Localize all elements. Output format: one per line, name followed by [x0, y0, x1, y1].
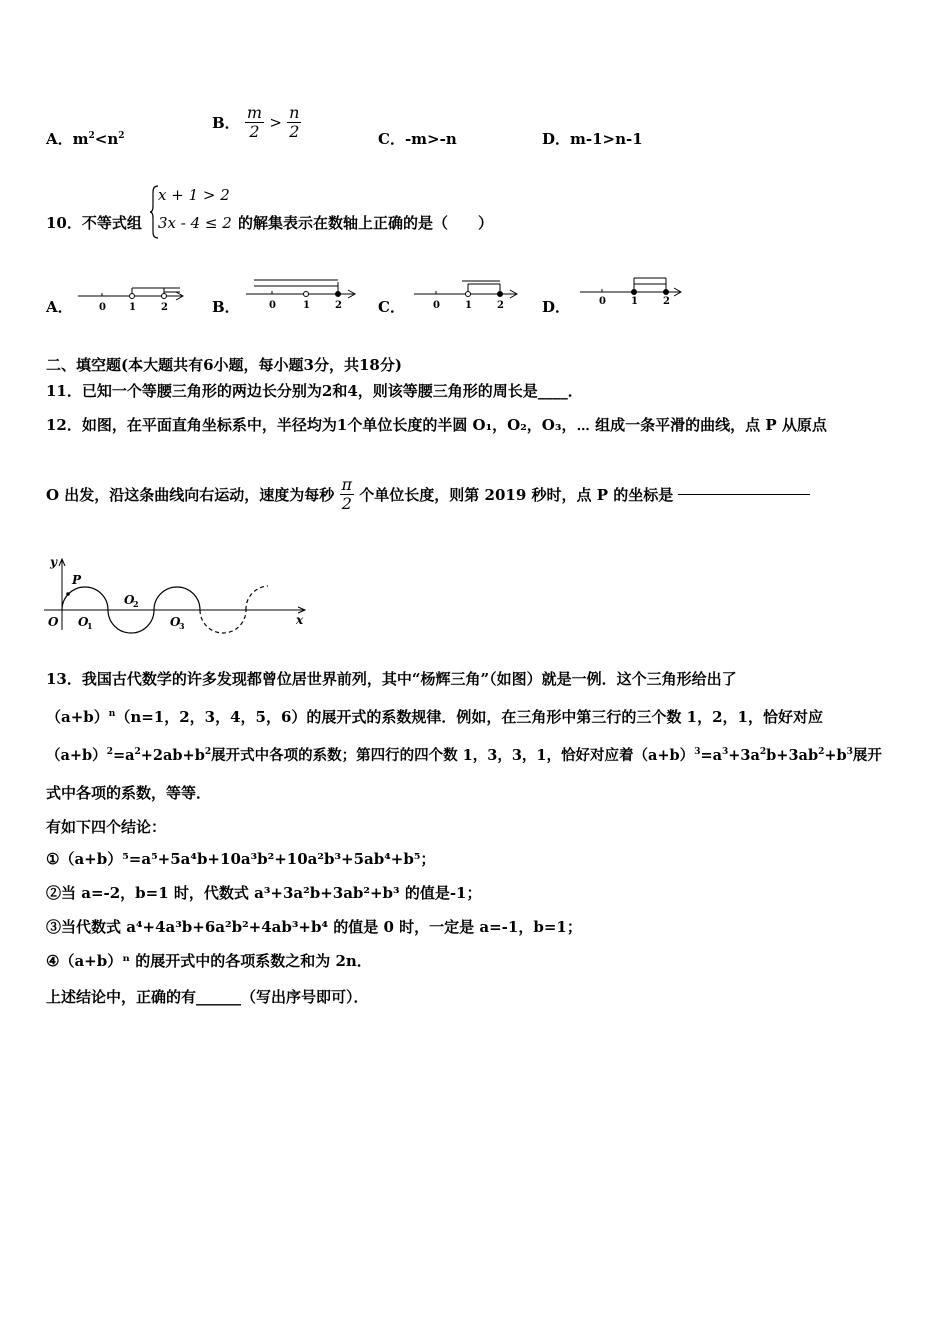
q12-semicircle-figure — [40, 554, 312, 634]
q10-suffix: 的解集表示在数轴上正确的是（ ） — [238, 214, 494, 232]
q10-inequality-2: 3x - 4 ≤ 2 — [158, 214, 232, 232]
tick-label-2: 2 — [161, 302, 168, 312]
q13-l3-sup1: 2 — [106, 747, 113, 758]
q12-line-1: 12．如图，在平面直角坐标系中，半径均为1个单位长度的半圆 O₁，O₂，O₃，⋯ 组成一条平滑的曲线，点 P 从原点 — [46, 416, 827, 434]
q9-a-exp1: 2 — [88, 131, 95, 141]
q13-l2-a: （a+b） — [46, 708, 109, 726]
q9-a-text: A．m — [46, 130, 89, 148]
tick-label-0: 0 — [599, 296, 606, 306]
q13-l2-b: （n=1，2，3，4，5，6）的展开式的系数规律．例如，在三角形中第三行的三个数 1，2，1，恰好对应 — [115, 708, 823, 726]
q10-option-d-label: D． — [542, 298, 571, 316]
q12-frac-den: 2 — [341, 494, 352, 513]
q10-option-b-numberline — [244, 276, 362, 310]
tick-label-0: 0 — [433, 300, 440, 310]
section-title: 二、填空题(本大题共有6小题，每小题3分，共18分) — [46, 356, 402, 374]
tick-label-2: 2 — [663, 296, 670, 306]
q13-l3-sup8: 3 — [846, 747, 853, 758]
q10-option-b-label: B． — [212, 298, 240, 316]
q9-option-d: D．m-1>n-1 — [542, 130, 643, 148]
q13-conclusion-1: ①（a+b）⁵=a⁵+5a⁴b+10a³b²+10a²b³+5ab⁴+b⁵； — [46, 850, 436, 868]
q13-l3-a: （a+b） — [46, 747, 107, 764]
point-p-label: P — [72, 573, 82, 587]
q10-prefix: 10．不等式组 — [46, 214, 142, 232]
x-axis-label: x — [296, 613, 304, 627]
q13-line-5: 有如下四个结论： — [46, 818, 167, 836]
q12-speed-fraction — [340, 476, 355, 513]
tick-label-0: 0 — [99, 302, 106, 312]
q13-final-line: 上述结论中，正确的有______（写出序号即可）． — [46, 988, 369, 1006]
tick-label-1: 1 — [303, 300, 310, 310]
q13-conclusion-3: ③当代数式 a⁴+4a³b+6a²b²+4ab³+b⁴ 的值是 0 时，一定是 a=-1，b=1； — [46, 918, 582, 936]
q10-inequality-1: x + 1 > 2 — [158, 186, 230, 204]
q13-l3-sup6: 2 — [759, 747, 767, 758]
tick-label-0: 0 — [269, 300, 276, 310]
q9-option-b — [212, 104, 301, 141]
center-o1-label: O — [78, 615, 89, 629]
q9-b-rel: > — [269, 113, 282, 132]
q9-a-mid: <n — [94, 130, 119, 148]
q9-option-a — [46, 128, 125, 149]
tick-label-1: 1 — [465, 300, 472, 310]
q13-line-3 — [46, 744, 882, 765]
tick-label-2: 2 — [335, 300, 342, 310]
q9-a-exp2: 2 — [118, 131, 125, 141]
q13-line-1: 13．我国古代数学的许多发现都曾位居世界前列，其中“杨辉三角”（如图）就是一例．这个三角形给出了 — [46, 670, 737, 688]
tick-label-2: 2 — [497, 300, 504, 310]
center-o1-subscript: 1 — [87, 621, 93, 631]
q12-text-b: 个单位长度，则第 2019 秒时，点 P 的坐标是 — [359, 486, 674, 504]
q13-l3-sup3: 2 — [204, 747, 212, 758]
q11-text: 11．已知一个等腰三角形的两边长分别为2和4，则该等腰三角形的周长是____． — [46, 382, 583, 400]
q9-b-frac2 — [287, 104, 301, 141]
q9-b-den1: 2 — [249, 122, 260, 141]
q13-l3-c: +2ab+b — [140, 747, 205, 764]
q13-l3-f: +3a — [728, 747, 760, 764]
q13-l3-g: b+3ab — [766, 747, 819, 764]
q13-l3-sup2: 2 — [134, 747, 141, 758]
tick-label-1: 1 — [631, 296, 638, 306]
q13-conclusion-4: ④（a+b）ⁿ 的展开式中的各项系数之和为 2n． — [46, 952, 372, 970]
q13-l3-e: =a — [700, 747, 722, 764]
center-o3-subscript: 3 — [179, 621, 185, 631]
q13-l3-sup4: 3 — [694, 747, 701, 758]
q13-line-4: 式中各项的系数，等等． — [46, 784, 212, 802]
q10-option-a-label: A． — [46, 298, 73, 316]
q13-l3-b: =a — [112, 747, 135, 764]
q13-l3-h: +b — [824, 747, 847, 764]
q10-inequality-system — [150, 184, 240, 240]
q9-b-label: B． — [212, 114, 240, 132]
center-o3-label: O — [170, 615, 181, 629]
q9-b-num2: n — [289, 103, 300, 122]
q12-answer-blank[interactable] — [678, 494, 810, 495]
q10-option-c-label: C． — [378, 298, 405, 316]
q12-frac-num: π — [341, 475, 353, 494]
q9-option-c: C．-m>-n — [378, 130, 457, 148]
q13-l3-d: 展开式中各项的系数；第四行的四个数 1，3，3，1，恰好对应着（a+b） — [211, 747, 695, 764]
center-o2-label: O — [124, 593, 135, 607]
q10-option-a-numberline — [76, 282, 188, 312]
q9-b-num1: m — [246, 103, 263, 122]
q13-l3-i: 展开 — [852, 747, 882, 764]
origin-label: O — [48, 615, 59, 629]
q12-line-2 — [46, 476, 810, 513]
q9-b-frac1 — [245, 104, 264, 141]
q13-conclusion-2: ②当 a=-2，b=1 时，代数式 a³+3a²b+3ab²+b³ 的值是-1； — [46, 884, 482, 902]
q13-line-2 — [46, 706, 823, 727]
q13-l3-sup5: 3 — [722, 747, 729, 758]
q10-option-d-numberline — [578, 272, 688, 306]
q9-b-den2: 2 — [289, 122, 300, 141]
q13-l2-sup: n — [108, 709, 116, 719]
y-axis-label: y — [50, 555, 57, 569]
q10-option-c-numberline — [412, 278, 524, 310]
q12-text-a: O 出发，沿这条曲线向右运动，速度为每秒 — [46, 486, 335, 504]
q13-l3-sup7: 2 — [818, 747, 825, 758]
center-o2-subscript: 2 — [133, 599, 139, 609]
tick-label-1: 1 — [129, 302, 136, 312]
